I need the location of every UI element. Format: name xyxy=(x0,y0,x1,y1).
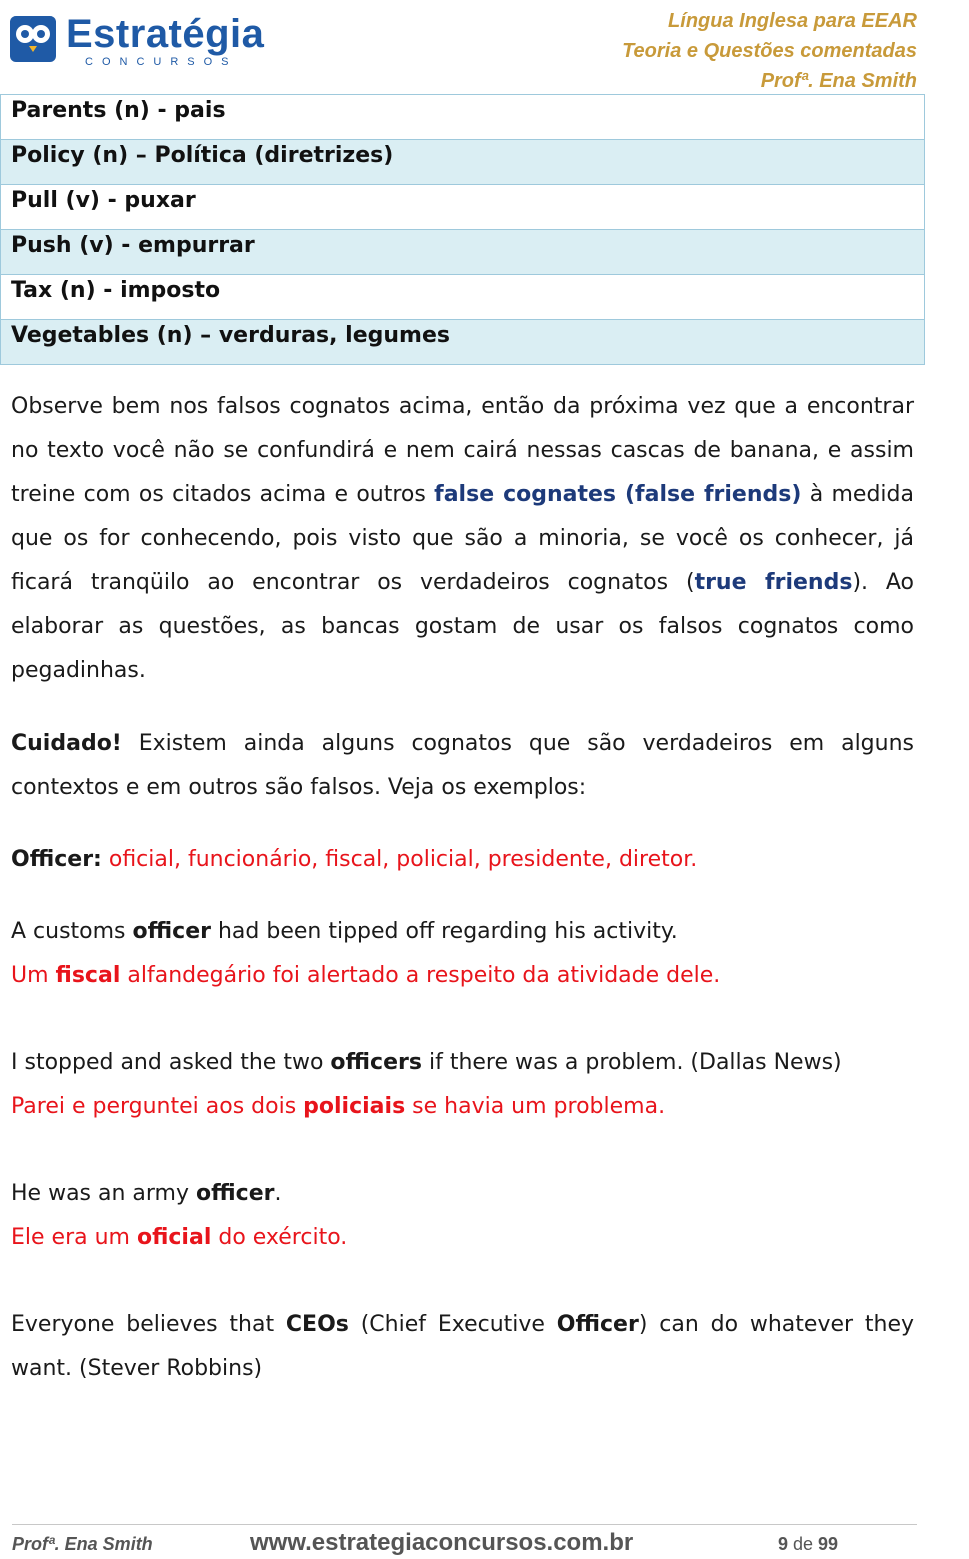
example-sentence-en: He was an army officer. xyxy=(11,1181,282,1206)
table-row xyxy=(1,140,925,185)
example-translation-pt: Ele era um oficial do exército. xyxy=(11,1225,348,1250)
table-cell: Parents (n) - pais xyxy=(1,95,925,140)
table-row xyxy=(1,275,925,320)
intro-paragraph: Observe bem nos falsos cognatos acima, então da próxima vez que a encontrar no texto você não se confundirá e nem cairá nessas cascas de banana, e assim treine com os citados acima e outros false cognates (false friends) à medida que os for conhecendo, pois visto que são a minoria, se você os conhecer, já ficará tranqüilo ao encontrar os verdadeiros cognatos (true friends). Ao elaborar as questões, as bancas gostam de usar os falsos cognatos como pegadinhas. xyxy=(11,394,914,683)
page-number: 9 de 99 xyxy=(778,1534,839,1554)
brand-logo xyxy=(10,10,310,70)
table-row xyxy=(1,230,925,275)
table-cell: Push (v) - empurrar xyxy=(1,230,925,275)
example-translation-pt: Parei e perguntei aos dois policiais se havia um problema. xyxy=(11,1094,666,1119)
course-subtitle: Teoria e Questões comentadas xyxy=(622,40,917,62)
table-cell: Policy (n) – Política (diretrizes) xyxy=(1,140,925,185)
logo-subtitle: CONCURSOS xyxy=(85,56,238,68)
false-cognates-table xyxy=(0,94,925,365)
document-header xyxy=(622,6,917,96)
footer-author: Profª. Ena Smith xyxy=(12,1534,153,1554)
table-row xyxy=(1,95,925,140)
table-cell: Pull (v) - puxar xyxy=(1,185,925,230)
footer-website-link[interactable]: www.estrategiaconcursos.com.br xyxy=(250,1529,634,1556)
example-sentence-en: Everyone believes that CEOs (Chief Executive Officer) can do whatever they want. (Stever Robbins) xyxy=(11,1312,914,1381)
warning-label: Cuidado! xyxy=(11,731,122,756)
document-body xyxy=(11,385,914,1391)
warning-paragraph: Cuidado! Existem ainda alguns cognatos que são verdadeiros em alguns contextos e em outros são falsos. Veja os exemplos: xyxy=(11,731,914,800)
officer-definition xyxy=(11,838,914,882)
term-label: Officer: xyxy=(11,847,102,872)
table-row xyxy=(1,320,925,365)
example-sentence-en: A customs officer had been tipped off regarding his activity. xyxy=(11,919,678,944)
example-translation-pt: Um fiscal alfandegário foi alertado a respeito da atividade dele. xyxy=(11,963,721,988)
example-sentence-en: I stopped and asked the two officers if there was a problem. (Dallas News) xyxy=(11,1050,842,1075)
term-meanings: oficial, funcionário, fiscal, policial, presidente, diretor. xyxy=(101,847,698,872)
course-title: Língua Inglesa para EEAR xyxy=(668,10,917,32)
table-cell: Tax (n) - imposto xyxy=(1,275,925,320)
logo-wordmark: Estratégia xyxy=(66,12,265,56)
teacher-name: Profª. Ena Smith xyxy=(760,70,917,92)
table-cell: Vegetables (n) – verduras, legumes xyxy=(1,320,925,365)
footer-divider xyxy=(12,1524,917,1525)
true-friends-term: true friends xyxy=(694,570,853,595)
owl-logo-icon xyxy=(10,12,58,64)
table-row xyxy=(1,185,925,230)
false-cognates-term: false cognates (false friends) xyxy=(434,482,802,507)
